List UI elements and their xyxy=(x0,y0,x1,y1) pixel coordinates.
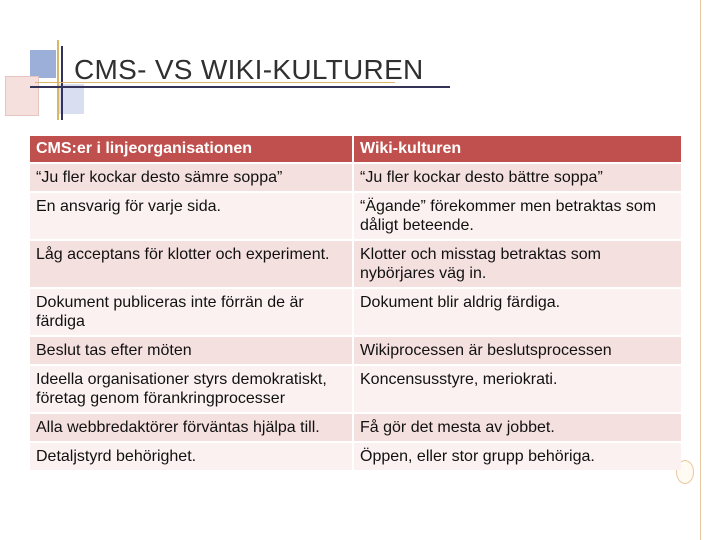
decorative-square xyxy=(5,76,39,116)
table-row xyxy=(30,414,681,441)
table-row xyxy=(30,164,681,191)
wiki-cell: Dokument blir aldrig färdiga. xyxy=(354,289,681,335)
wiki-cell: Wikiprocessen är beslutsprocessen xyxy=(354,337,681,364)
cms-cell: Beslut tas efter möten xyxy=(30,337,352,364)
decorative-square xyxy=(30,50,56,78)
table-header-row xyxy=(30,136,681,162)
wiki-cell: “Ju fler kockar desto bättre soppa” xyxy=(354,164,681,191)
table-row xyxy=(30,289,681,335)
table-row xyxy=(30,337,681,364)
wiki-cell: Få gör det mesta av jobbet. xyxy=(354,414,681,441)
comparison-table xyxy=(28,134,683,472)
cms-cell: En ansvarig för varje sida. xyxy=(30,193,352,239)
wiki-cell: Klotter och misstag betraktas som nybörjares väg in. xyxy=(354,241,681,287)
table-row xyxy=(30,366,681,412)
cms-cell: Dokument publiceras inte förrän de är färdiga xyxy=(30,289,352,335)
wiki-cell: Koncensusstyre, meriokrati. xyxy=(354,366,681,412)
cms-cell: Alla webbredaktörer förväntas hjälpa till. xyxy=(30,414,352,441)
cms-cell: Låg acceptans för klotter och experiment. xyxy=(30,241,352,287)
decorative-line xyxy=(61,46,63,120)
decorative-line xyxy=(30,86,450,88)
cms-cell: Ideella organisationer styrs demokratiskt, företag genom förankringprocesser xyxy=(30,366,352,412)
wiki-cell: Öppen, eller stor grupp behöriga. xyxy=(354,443,681,470)
decorative-border xyxy=(700,0,701,540)
cms-cell: Detaljstyrd behörighet. xyxy=(30,443,352,470)
table-row xyxy=(30,193,681,239)
header-cms: CMS:er i linjeorganisationen xyxy=(30,136,352,162)
header-wiki: Wiki-kulturen xyxy=(354,136,681,162)
table-row xyxy=(30,241,681,287)
cms-cell: “Ju fler kockar desto sämre soppa” xyxy=(30,164,352,191)
slide-title: CMS- VS WIKI-KULTUREN xyxy=(74,54,424,85)
wiki-cell: “Ägande” förekommer men betraktas som dåligt beteende. xyxy=(354,193,681,239)
decorative-line xyxy=(57,40,59,120)
table-row xyxy=(30,443,681,470)
